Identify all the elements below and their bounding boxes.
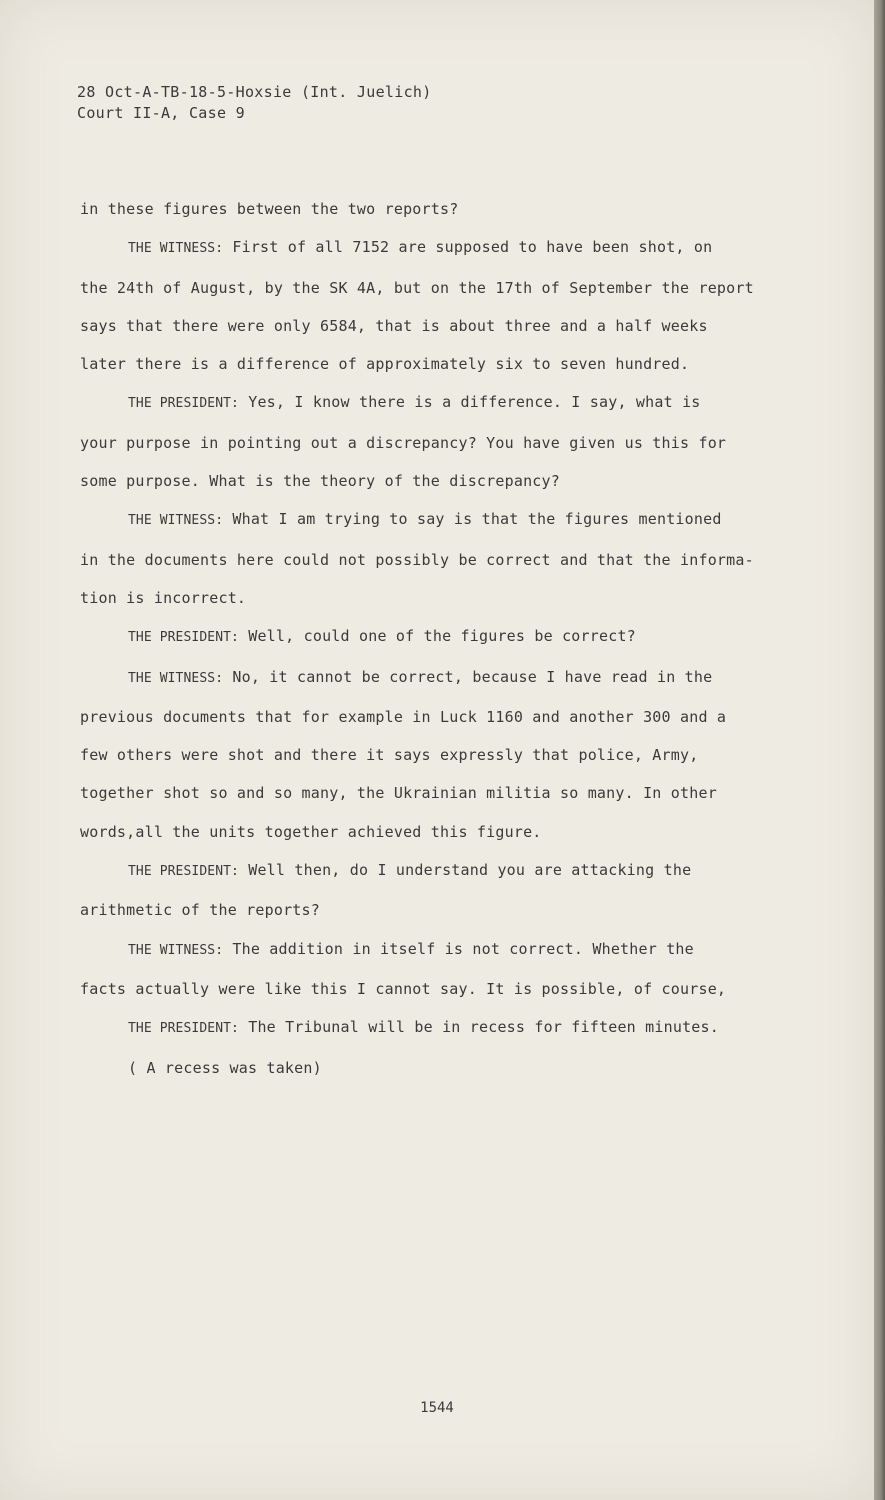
speech-text: Yes, I know there is a difference. I say, what is (248, 393, 701, 412)
speech-text: What I am trying to say is that the figures mentioned (232, 510, 722, 529)
speech-text: The addition in itself is not correct. Whether the (232, 939, 694, 958)
page-number: 1544 (420, 1400, 454, 1416)
transcript-body (80, 190, 785, 1087)
transcript-line: words,all the units together achieved this figure. (80, 822, 542, 841)
speaker-label: THE PRESIDENT: (128, 396, 239, 412)
transcript-line (80, 658, 785, 698)
transcript-line: tion is incorrect. (80, 588, 247, 607)
speaker-label: THE WITNESS: (128, 942, 224, 958)
speech-text: No, it cannot be correct, because I have read in the (232, 667, 713, 686)
transcript-line (80, 1008, 785, 1048)
document-header (77, 82, 432, 124)
transcript-line: previous documents that for example in Luck 1160 and another 300 and a (80, 707, 727, 726)
transcript-line: the 24th of August, by the SK 4A, but on the 17th of September the report (80, 278, 754, 297)
page-edge (874, 0, 885, 1500)
transcript-line (80, 617, 785, 657)
transcript-line: in the documents here could not possibly be correct and that the informa- (80, 550, 754, 569)
transcript-line (80, 851, 785, 891)
speech-text: Well, could one of the figures be correct? (248, 627, 636, 646)
transcript-line: together shot so and so many, the Ukrainian militia so many. In other (80, 784, 717, 803)
speech-text: Well then, do I understand you are attacking the (248, 861, 692, 880)
speaker-label: THE PRESIDENT: (128, 630, 239, 646)
transcript-line (80, 500, 785, 540)
transcript-line: facts actually were like this I cannot say. It is possible, of course, (80, 979, 727, 998)
speech-text: First of all 7152 are supposed to have been shot, on (232, 238, 713, 257)
transcript-line (80, 383, 785, 423)
header-court-case: Court II-A, Case 9 (77, 104, 245, 122)
transcript-line (80, 228, 785, 268)
transcript-line: your purpose in pointing out a discrepancy? You have given us this for (80, 433, 727, 452)
speaker-label: THE PRESIDENT: (128, 864, 239, 880)
speaker-label: THE PRESIDENT: (128, 1021, 239, 1037)
speech-text: The Tribunal will be in recess for fifteen minutes. (248, 1018, 719, 1037)
transcript-line (80, 930, 785, 970)
transcript-line: later there is a difference of approximately six to seven hundred. (80, 355, 690, 374)
header-reference: 28 Oct-A-TB-18-5-Hoxsie (Int. Juelich) (77, 83, 432, 101)
transcript-line: some purpose. What is the theory of the discrepancy? (80, 472, 560, 491)
transcript-line: arithmetic of the reports? (80, 901, 320, 920)
transcript-line: says that there were only 6584, that is about three and a half weeks (80, 316, 708, 335)
speaker-label: THE WITNESS: (128, 241, 224, 257)
transcript-line: few others were shot and there it says expressly that police, Army, (80, 746, 699, 765)
speaker-label: THE WITNESS: (128, 513, 224, 529)
speaker-label: THE WITNESS: (128, 670, 224, 686)
transcript-line: ( A recess was taken) (128, 1058, 322, 1077)
transcript-line: in these figures between the two reports? (80, 200, 459, 218)
